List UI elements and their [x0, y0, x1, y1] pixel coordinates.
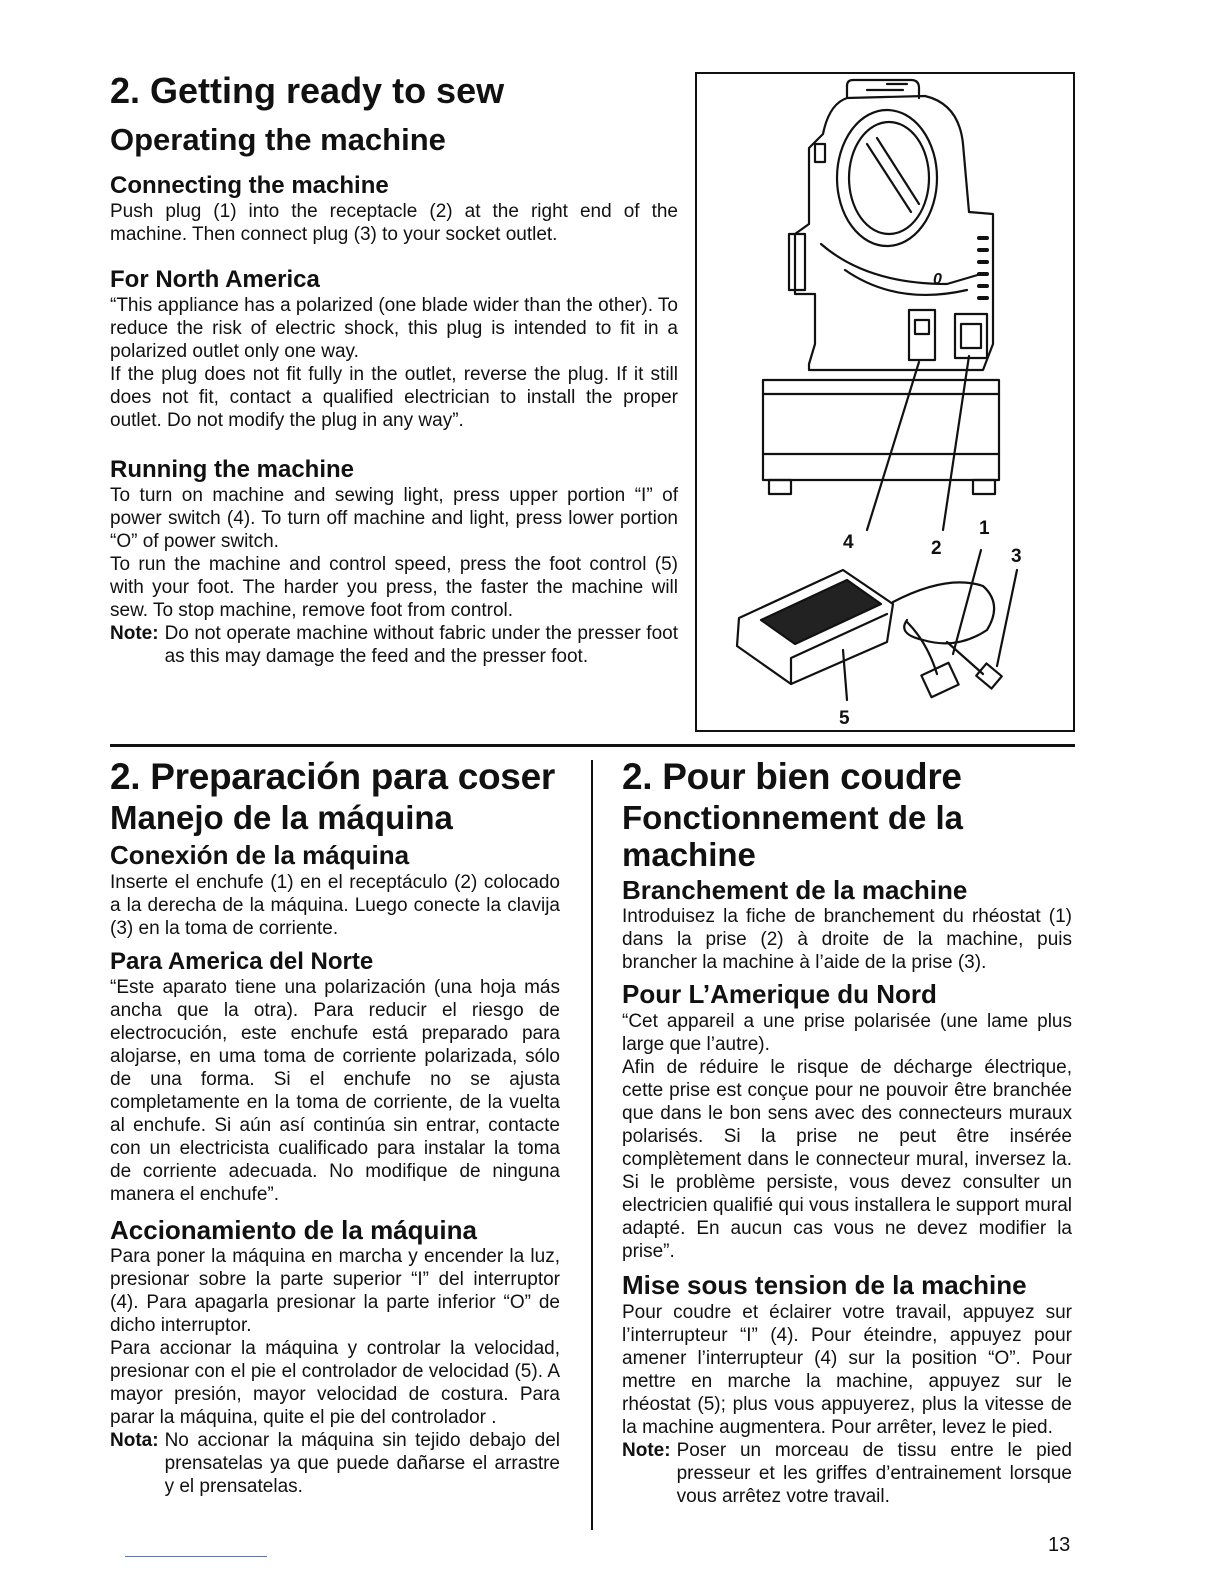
- machine-figure: [695, 72, 1075, 732]
- handle-detail: [867, 84, 907, 90]
- note-text: Do not operate machine without fabric under the presser foot as this may damage the feed and the presser foot.: [164, 623, 678, 667]
- column-divider: [591, 760, 593, 1530]
- leader-line-1: [953, 550, 981, 654]
- vent-slits: [979, 238, 987, 298]
- para: Push plug (1) into the receptacle (2) at the right end of the machine. Then connect plug (3) to your socket outlet.: [110, 201, 678, 245]
- heading-running-fr: Mise sous tension de la machine: [622, 1270, 1027, 1301]
- para: Para poner la máquina en marcha y encender la luz, presionar sobre la parte superior “I” del interruptor (4). Para apagarla presionar la parte inferior “O” de dicho interruptor.: [110, 1246, 560, 1337]
- sewing-machine-illustration: [697, 74, 1073, 730]
- note-label: Note:: [622, 1440, 671, 1462]
- heading-north-america-fr: Pour L’Amerique du Nord: [622, 979, 937, 1010]
- callout-2: 2: [931, 538, 942, 559]
- mark-zero: 0: [933, 271, 942, 288]
- para: Introduisez la fiche de branchement du rhéostat (1) dans la prise (2) à droite de la machine, puis brancher la machine à l’aide de la prise (3).: [622, 906, 1072, 974]
- chapter-title-es: 2. Preparación para coser: [110, 756, 555, 797]
- callout-3: 3: [1011, 546, 1022, 567]
- heading-running-es: Accionamiento de la máquina: [110, 1214, 477, 1245]
- para: Para accionar la máquina y controlar la velocidad, presionar con el pie el controlador de velocidad (5). A mayor presión, mayor velocidad de costura. Para parar la máquina, quite el pie del controlador .: [110, 1338, 560, 1429]
- note-es: [110, 1429, 560, 1498]
- text-running-fr: [622, 1301, 1072, 1508]
- foot-control-pedal: [761, 580, 881, 644]
- english-section: [110, 70, 678, 668]
- leader-line-4: [867, 362, 919, 530]
- text-connecting-es: [110, 871, 560, 940]
- page-number: 13: [1048, 1534, 1071, 1556]
- text-running-es: [110, 1245, 560, 1498]
- para: “Cet appareil a une prise polarisée (une lame plus large que l’autre).: [622, 1011, 1072, 1056]
- leader-line-2: [943, 356, 969, 530]
- section-title-en: Operating the machine: [110, 122, 446, 157]
- callout-4: 4: [843, 532, 854, 553]
- text-north-america-fr: [622, 1010, 1072, 1263]
- heading-north-america-es: Para America del Norte: [110, 947, 374, 975]
- note-en: [110, 622, 678, 668]
- base-foot-left: [769, 480, 791, 494]
- heading-north-america-en: For North America: [110, 266, 320, 293]
- panel-curve: [821, 244, 981, 284]
- handwheel: [837, 110, 937, 246]
- knob: [789, 234, 805, 290]
- switch-rocker: [915, 320, 929, 334]
- note-fr: [622, 1439, 1072, 1508]
- callout-1: 1: [979, 518, 990, 539]
- heading-connecting-es: Conexión de la máquina: [110, 839, 410, 870]
- plug-3: [976, 663, 1002, 688]
- section-title-fr: Fonctionnement de la machine: [622, 798, 964, 873]
- base-body: [763, 394, 999, 480]
- para: “Este aparato tiene una polarización (una hoja más ancha que la otra). Para reducir el riesgo de electrocución, este enchufe está preparado para alojarse, en uma toma de corriente polarizada, sólo de una forma. Si el enchufe no se ajusta completamente en la toma de corriente, de la vuelta al enchufe. Si aún así continúa sin entrar, contacte con un electricista cualificado para instalar la toma de corriente adecuada. No modifique de ninguna manera el enchufe”.: [110, 976, 560, 1205]
- chapter-title-fr: 2. Pour bien coudre: [622, 756, 962, 797]
- heading-connecting-en: Connecting the machine: [110, 172, 389, 199]
- receptacle: [955, 314, 987, 358]
- para: Pour coudre et éclairer votre travail, appuyez sur l’interrupteur “I” (4). Pour éteindre, appuyez pour amener l’interrupteur (4) sur la position “O”. Pour mettre en marche la machine, appuyez sur le rhéostat (5); plus vous appuyerez, plus la vitesse de la machine augmentera. Pour arrêter, levez le pied.: [622, 1302, 1072, 1439]
- note-label: Note:: [110, 623, 159, 644]
- para: To run the machine and control speed, press the foot control (5) with your foot. The harder you press, the faster the machine will sew. To stop machine, remove foot from control.: [110, 554, 678, 621]
- para: To turn on machine and sewing light, press upper portion “I” of power switch (4). To turn off machine and light, press lower portion “O” of power switch.: [110, 485, 678, 552]
- power-cord: [893, 582, 994, 643]
- plug-1: [921, 663, 958, 697]
- handwheel-slot: [867, 138, 919, 212]
- leader-line-5: [843, 650, 847, 700]
- para: “This appliance has a polarized (one blade wider than the other). To reduce the risk of electric shock, this plug is intended to fit in a polarized outlet only one way.: [110, 295, 678, 362]
- text-connecting-fr: [622, 905, 1072, 974]
- text-north-america-es: [110, 976, 560, 1206]
- section-divider: [110, 744, 1075, 747]
- heading-connecting-fr: Branchement de la machine: [622, 874, 968, 905]
- base-foot-right: [973, 480, 995, 494]
- footer-line: [125, 1556, 267, 1557]
- french-section: [622, 757, 1072, 1508]
- leader-line-3: [997, 570, 1017, 666]
- section-title-es: Manejo de la máquina: [110, 798, 453, 836]
- para: Afin de réduire le risque de décharge électrique, cette prise est conçue pour ne pouvoir être branchée que dans le bon sens avec des connecteurs muraux polarisés. Si la prise ne peut être insérée complètement dans le connecteur mural, inversez la. Si le problème persiste, vous devez consulter un electricien qualifié qui vous installera le support mural adapté. En aucun cas vous ne devez modifier la prise”.: [622, 1057, 1072, 1263]
- note-text: No accionar la máquina sin tejido debajo del prensatelas ya que puede dañarse el arrastre y el prensatelas.: [164, 1430, 560, 1498]
- heading-running-en: Running the machine: [110, 456, 355, 483]
- spanish-section: [110, 757, 560, 1498]
- text-north-america-en: [110, 294, 678, 432]
- power-cord-2: [907, 622, 937, 674]
- para: If the plug does not fit fully in the outlet, reverse the plug. If it still does not fit, contact a qualified electrician to install the proper outlet. Do not modify the plug in any way”.: [110, 364, 678, 431]
- knob-2: [815, 144, 825, 162]
- note-text: Poser un morceau de tissu entre le pied presseur et les griffes d’entrainement lorsque vous arrêtez votre travail.: [676, 1440, 1072, 1508]
- callout-5: 5: [839, 708, 850, 729]
- note-label: Nota:: [110, 1430, 159, 1452]
- receptacle-inner: [961, 324, 981, 348]
- chapter-title-en: 2. Getting ready to sew: [110, 70, 505, 111]
- text-connecting-en: [110, 200, 678, 246]
- para: Inserte el enchufe (1) en el receptáculo (2) colocado a la derecha de la máquina. Luego conecte la clavija (3) en la toma de corriente.: [110, 871, 560, 939]
- text-running-en: [110, 484, 678, 668]
